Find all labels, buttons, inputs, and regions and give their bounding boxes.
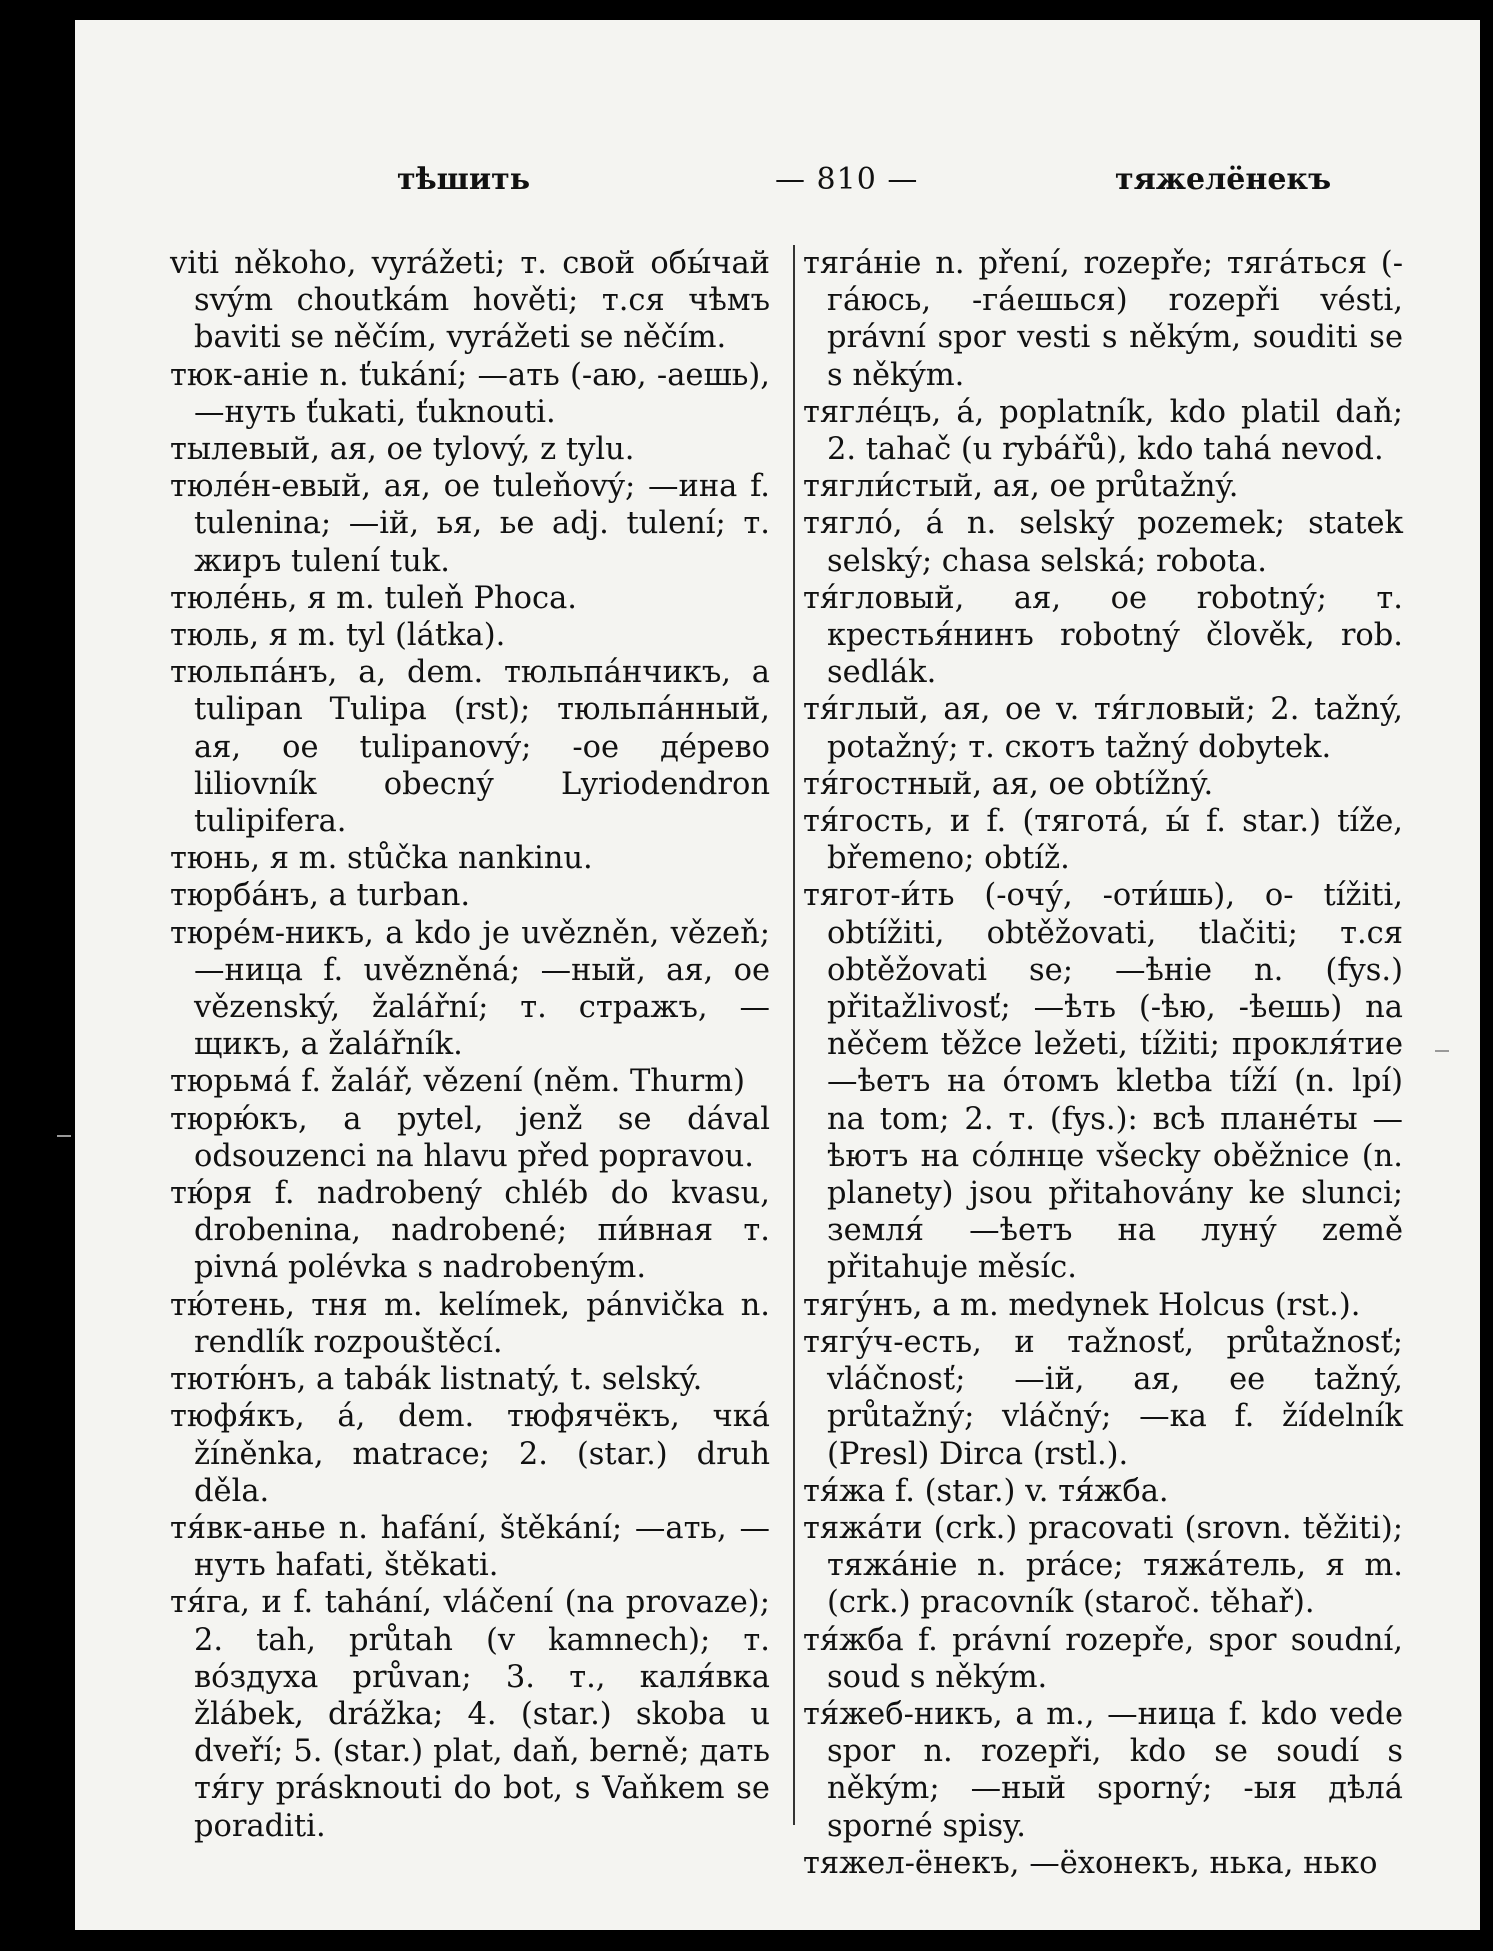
dictionary-entry: тютю́нъ, а tabák listnatý, t. selský. <box>170 1362 703 1398</box>
dictionary-entry: тылевый, ая, ое tylový, z tylu. <box>170 432 635 468</box>
header-right-headword: тяжелёнекъ <box>1115 162 1332 197</box>
right-column <box>803 245 1403 1882</box>
dictionary-entry: тяжел-ёнекъ, —ёхонекъ, нька, нько <box>803 1845 1378 1881</box>
dictionary-entry: тя́глый, ая, ое v. тя́гловый; 2. tažný, potažný; т. скотъ tažný dobytek. <box>803 692 1403 765</box>
page-header <box>75 162 1480 202</box>
dictionary-entry: тягу́нъ, а m. medynek Holcus (rst.). <box>803 1287 1361 1323</box>
column-divider <box>793 245 795 1825</box>
dictionary-entry: тюльпа́нъ, а, dem. тюльпа́нчикъ, а tulipan Tulipa (rst); тюльпа́нный, ая, ое tulipanový; -ое де́рево liliovník obecný Lyriodendron tulipifera. <box>170 655 770 840</box>
dictionary-entry: тя́гостный, ая, ое obtížný. <box>803 766 1214 802</box>
dictionary-entry: тягли́стый, ая, ое průtažný. <box>803 469 1239 505</box>
dictionary-page <box>75 20 1480 1930</box>
dictionary-entry: тюль, я m. tyl (látka). <box>170 618 506 654</box>
dictionary-entry: тя́га, и f. tahání, vláčení (na provaze); 2. tah, průtah (v kamnech); т. во́здуха průvan; 3. т., каля́вка žlábek, drážka; 4. (star.) skoba u dveří; 5. (star.) plat, daň, berně; дать тя́гу prásknouti do bot, s Vaňkem se poraditi. <box>170 1585 770 1844</box>
dictionary-entry: тя́гловый, ая, ое robotný; т. крестья́нинъ robotný člověk, rob. sedlák. <box>803 580 1403 691</box>
dictionary-entry: тюфя́къ, а́, dem. тюфячёкъ, чка́ žíněnka, matrace; 2. (star.) druh děla. <box>170 1399 770 1509</box>
dictionary-entry: тягле́цъ, а́, poplatník, kdo platil daň; 2. tahač (u rybářů), kdo tahá nevod. <box>803 394 1403 468</box>
page-number: — 810 — <box>775 162 919 197</box>
left-column <box>170 245 770 1845</box>
margin-mark <box>1435 1050 1449 1052</box>
dictionary-entry: тю́ря f. nadrobený chléb do kvasu, drobenina, nadrobené; пи́вная т. pivná polévka s nadrobeným. <box>170 1176 770 1286</box>
dictionary-entry: viti někoho, vyrážeti; т. свой обы́чай svým choutkám hověti; т.ся чѣмъ baviti se něčím, vyrážeti se něčím. <box>170 246 770 356</box>
dictionary-entry: тя́гость, и f. (тягота́, ы́ f. star.) tíže, břemeno; obtíž. <box>803 804 1403 877</box>
dictionary-entry: тя́жа f. (star.) v. тя́жба. <box>803 1473 1169 1509</box>
margin-mark <box>57 1135 71 1137</box>
dictionary-entry: тяжа́ти (crk.) pracovati (srovn. těžiti); тяжа́ніе n. práce; тяжа́тель, я m. (crk.) pracovník (staroč. těhař). <box>803 1510 1403 1621</box>
dictionary-entry: тюк-аніе n. ťukání; —ать (-аю, -аешь), —нуть ťukati, ťuknouti. <box>170 357 770 430</box>
dictionary-entry: тягот-и́ть (-очу́, -оти́шь), о- tížiti, obtížiti, obtěžovati, tlačiti; т.ся obtěžovati se; —ѣніе n. (fys.) přitažlivosť; —ѣть (-ѣю, -ѣешь) na něčem těžce ležeti, tížiti; прокля́тие —ѣетъ на о́томъ kletba tíží (n. lpí) na tom; 2. т. (fys.): всѣ плане́ты —ѣютъ на со́лнце všecky oběžnice (n. planety) jsou přitahovány ke slunci; земля́ —ѣетъ на луну́ země přitahuje měsíc. <box>803 878 1403 1286</box>
dictionary-entry: тягло́, а́ n. selský pozemek; statek selský; chasa selská; robota. <box>803 506 1403 579</box>
dictionary-entry: тягу́ч-есть, и тažnosť, průtažnosť; vláčnosť; —ій, ая, ее tažný, průtažný; vláčný; —ка f. žídelník (Presl) Dirca (rstl.). <box>803 1324 1403 1472</box>
dictionary-entry: тюле́н-евый, ая, ое tuleňový; —ина f. tulenina; —ій, ья, ье adj. tulení; т. жиръ tulení tuk. <box>170 469 770 579</box>
dictionary-entry: тя́жба f. právní rozepře, spor soudní, soud s někým. <box>803 1622 1403 1695</box>
dictionary-entry: тюле́нь, я m. tuleň Phoca. <box>170 580 577 616</box>
dictionary-entry: тюрю́къ, а pytel, jenž se dával odsouzenci na hlavu před popravou. <box>170 1101 770 1174</box>
dictionary-entry: тя́жеб-никъ, а m., —ница f. kdo vede spor n. rozepři, kdo se soudí s někým; —ный sporný; -ыя дѣла́ sporné spisy. <box>803 1696 1403 1844</box>
dictionary-entry: тю́тень, тня m. kelímek, pánvička n. rendlík rozpouštěcí. <box>170 1287 770 1360</box>
dictionary-entry: тюрьма́ f. žalář, vězení (něm. Thurm) <box>170 1064 745 1100</box>
dictionary-entry: тюре́м-никъ, а kdo je uvězněn, vězeň; —ница f. uvězněná; —ный, ая, ое vězenský, žalářní; т. стражъ, —щикъ, а žalářník. <box>170 915 770 1063</box>
dictionary-entry: тюрба́нъ, а turban. <box>170 878 471 914</box>
dictionary-entry: тя́вк-анье n. hafání, štěkání; —ать, —нуть hafati, štěkati. <box>170 1510 770 1584</box>
dictionary-entry: тяга́ніе n. pření, rozepře; тяга́ться (-га́юсь, -га́ешься) rozepři vésti, právní spor vesti s někým, souditi se s někým. <box>803 246 1403 393</box>
dictionary-entry: тюнь, я m. stůčka nankinu. <box>170 841 593 877</box>
header-left-headword: тѣшить <box>397 162 531 197</box>
